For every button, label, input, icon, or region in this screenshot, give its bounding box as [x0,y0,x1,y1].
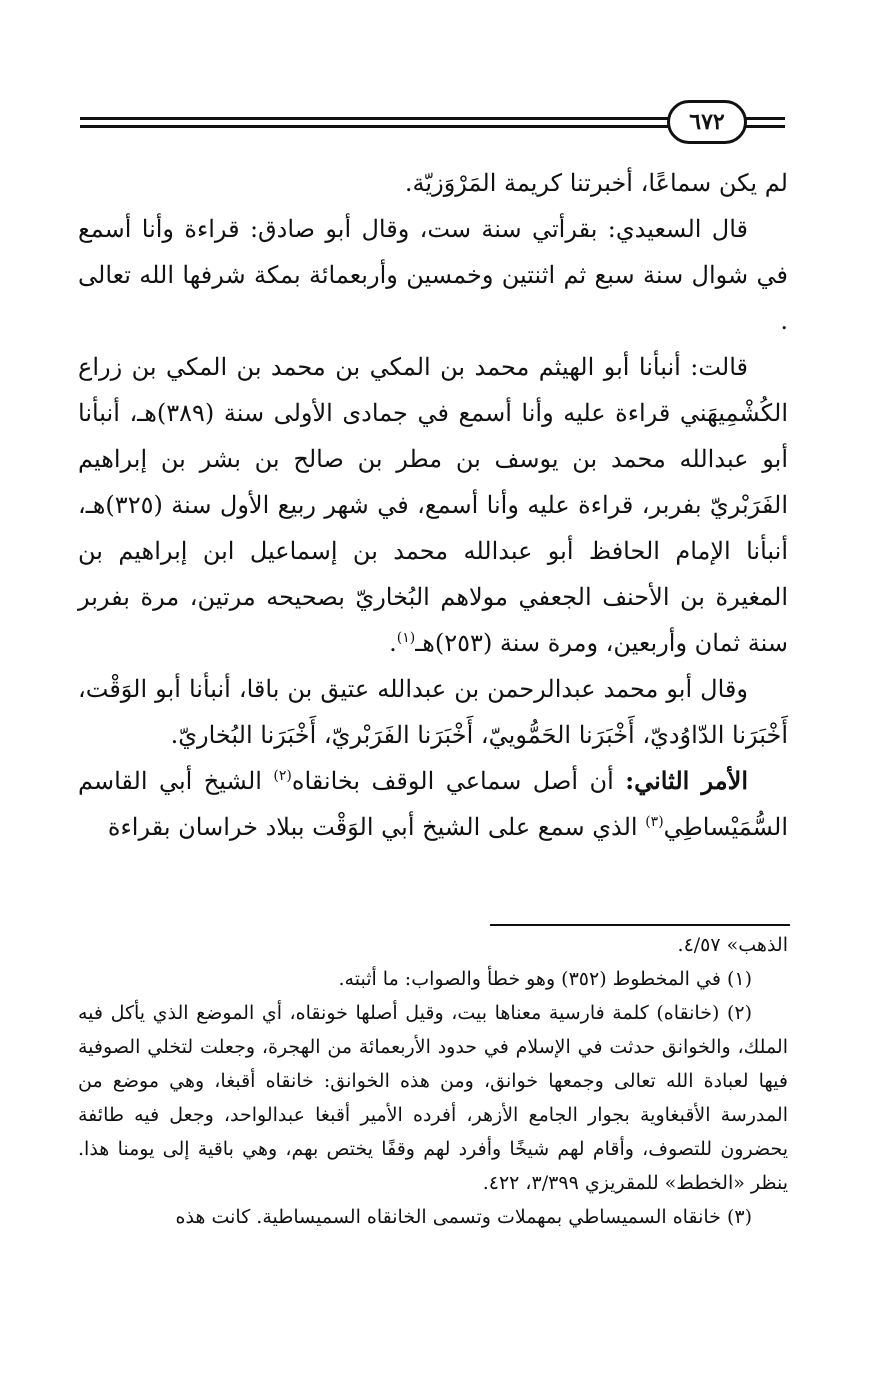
section-lead: الأمر الثاني: [625,766,748,795]
paragraph-5-part-c: الذي سمع على الشيخ أبي الوَقْت ببلاد خراسان بقراءة [107,813,646,841]
paragraph-3 [78,344,788,666]
footnote-ref-1[interactable]: (١) [396,630,416,646]
footnote-1: (١) في المخطوط (٣٥٢) وهو خطأ والصواب: ما أثبته. [338,968,752,990]
footnote-continuation: الذهب» ٤/٥٧. [677,934,788,956]
main-text [78,160,788,850]
footnote-ref-2[interactable]: (٢) [273,768,292,784]
paragraph-5 [78,758,788,850]
paragraph-5-part-b: الشيخ أبي القاسم السُّمَيْساطِي [78,767,788,841]
footnote-3: (٣) خانقاه السميساطي بمهملات وتسمى الخانقاه السميساطية. كانت هذه [175,1206,752,1228]
paragraph-3-end: . [389,629,397,657]
footnote-ref-3[interactable]: (٣) [645,814,664,830]
footnote-separator [490,924,790,926]
paragraph-5-part-a: أن أصل سماعي الوقف بخانقاه [291,767,626,795]
paragraph-4: وقال أبو محمد عبدالرحمن بن عبدالله عتيق بن باقا، أنبأنا أبو الوَقْت، أَخْبَرَنا الدّاوُديّ، أَخْبَرَنا الحَمُّوييّ، أَخْبَرَنا الفَرَبْريّ، أَخْبَرَنا البُخاريّ. [78,675,788,749]
footnote-2: (٢) (خانقاه) كلمة فارسية معناها بيت، وقيل أصلها خونقاه، أي الموضع الذي يأكل فيه الملك، والخوانق حدثت في الإسلام في حدود الأربعمائة من الهجرة، وجعلت لتخلي الصوفية فيها لعبادة الله تعالى وجمعها خوانق، ومن هذه الخوانق: خانقاه أقبغا، وهي موضع من المدرسة الأقبغاوية بجوار الجامع الأزهر، أفرده الأمير أقبغا عبدالواحد، وجعل فيه طائفة يحضرون للتصوف، وأقام لهم شيخًا وأفرد لهم وقفًا يختص بهم، وهي باقية إلى يومنا هذا. ينظر «الخطط» للمقريزي ٣/٣٩٩، ٤٢٢. [78,1002,788,1194]
paragraph-1: لم يكن سماعًا، أخبرتنا كريمة المَرْوَزيّة. [404,169,788,197]
page-number: ٦٧٢ [667,100,747,144]
footnotes [78,928,788,1234]
paragraph-3-text: قالت: أنبأنا أبو الهيثم محمد بن المكي بن محمد بن المكي بن زراع الكُشْمِيهَني قراءة عليه وأنا أسمع في جمادى الأولى سنة (٣٨٩)هـ، أنبأنا أبو عبدالله محمد بن يوسف بن مطر بن صالح بن بشر بن إبراهيم الفَرَبْريّ بفربر، قراءة عليه وأنا أسمع، في شهر ربيع الأول سنة (٣٢٥)هـ، أنبأنا الإمام الحافظ أبو عبدالله محمد بن إسماعيل ابن إبراهيم بن المغيرة بن الأحنف الجعفي مولاهم البُخاريّ بصحيحه مرتين، مرة بفربر سنة ثمان وأربعين، ومرة سنة (٢٥٣)هـ [78,353,789,657]
paragraph-2: قال السعيدي: بقرأتي سنة ست، وقال أبو صادق: قراءة وأنا أسمع في شوال سنة سبع ثم اثنتين وخمسين وأربعمائة بمكة شرفها الله تعالى . [78,215,788,335]
